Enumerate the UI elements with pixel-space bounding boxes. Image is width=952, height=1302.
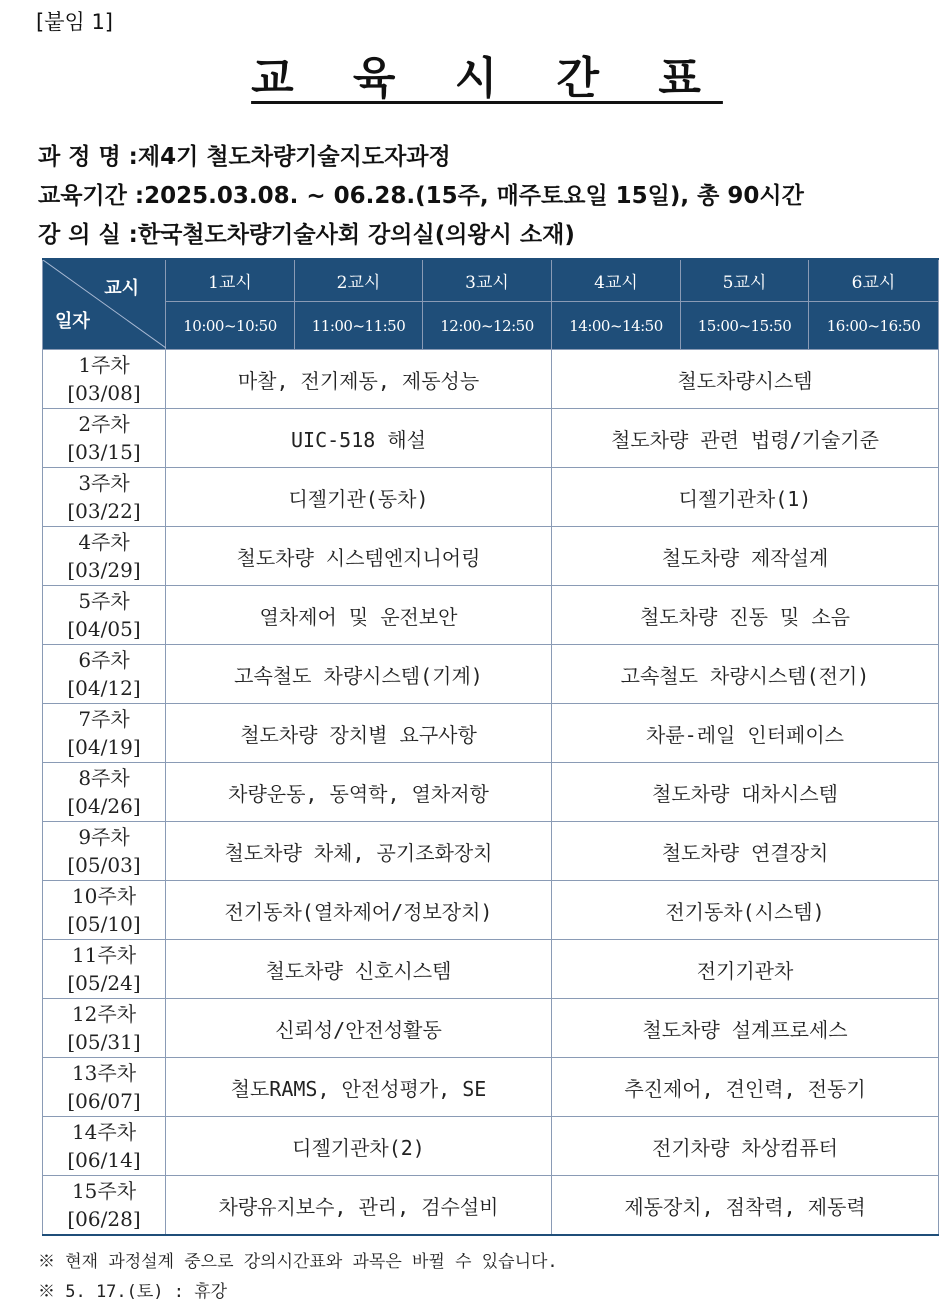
morning-subject: 차량운동, 동역학, 열차저항 [166,763,552,822]
table-row [43,1058,939,1117]
day-cell [43,881,166,940]
header-corner [43,259,166,350]
date-label: [06/07] [67,1089,141,1113]
date-label: [06/14] [67,1148,141,1172]
morning-subject: 철도차량 시스템엔지니어링 [166,527,552,586]
morning-subject: 디젤기관(동차) [166,468,552,527]
morning-subject: 철도RAMS, 안전성평가, SE [166,1058,552,1117]
date-label: [03/15] [67,440,141,464]
day-cell [43,645,166,704]
time-header: 12:00~12:50 [423,302,552,350]
table-row [43,822,939,881]
date-label: [06/28] [67,1207,141,1231]
morning-subject: 열차제어 및 운전보안 [166,586,552,645]
day-cell [43,1058,166,1117]
morning-subject: 디젤기관차(2) [166,1117,552,1176]
date-label: [03/08] [67,381,141,405]
day-cell [43,1176,166,1236]
morning-subject: 신뢰성/안전성활동 [166,999,552,1058]
time-header: 15:00~15:50 [681,302,809,350]
info-room [38,216,575,249]
morning-subject: 전기동차(열차제어/정보장치) [166,881,552,940]
week-label: 6주차 [78,648,130,672]
page-title [0,42,952,106]
week-label: 10주차 [71,884,137,908]
info-room-value: 한국철도차량기술사회 강의실(의왕시 소재) [137,222,575,248]
day-cell [43,999,166,1058]
timetable-body [43,350,939,1236]
afternoon-subject: 전기차량 차상컴퓨터 [552,1117,939,1176]
date-label: [05/03] [67,853,141,877]
table-row [43,940,939,999]
day-cell [43,704,166,763]
date-label: [04/05] [67,617,141,641]
date-label: [05/10] [67,912,141,936]
table-row [43,763,939,822]
date-label: [05/24] [67,971,141,995]
morning-subject: 차량유지보수, 관리, 검수설비 [166,1176,552,1236]
afternoon-subject: 철도차량 관련 법령/기술기준 [552,409,939,468]
period-header: 5교시 [681,259,809,302]
time-header: 14:00~14:50 [552,302,681,350]
period-header: 4교시 [552,259,681,302]
afternoon-subject: 고속철도 차량시스템(전기) [552,645,939,704]
day-cell [43,527,166,586]
afternoon-subject: 철도차량 연결장치 [552,822,939,881]
timetable [42,258,939,1236]
afternoon-subject: 제동장치, 점착력, 제동력 [552,1176,939,1236]
date-label: [05/31] [67,1030,141,1054]
table-row [43,350,939,409]
week-label: 4주차 [78,530,130,554]
week-label: 8주차 [78,766,130,790]
period-header: 1교시 [166,259,295,302]
info-period [38,177,804,210]
note-holiday: ※ 5. 17.(토) : 휴강 [38,1282,228,1302]
day-cell [43,940,166,999]
info-course-value: 제4기 철도차량기술지도자과정 [137,144,451,170]
morning-subject: 고속철도 차량시스템(기계) [166,645,552,704]
week-label: 15주차 [71,1179,137,1203]
week-label: 7주차 [78,707,130,731]
day-cell [43,468,166,527]
date-label: [03/22] [67,499,141,523]
page-title-text: 교 육 시 간 표 [251,53,723,104]
week-label: 2주차 [78,412,130,436]
afternoon-subject: 차륜-레일 인터페이스 [552,704,939,763]
week-label: 14주차 [71,1120,137,1144]
date-label: [03/29] [67,558,141,582]
info-course [38,138,451,171]
week-label: 12주차 [71,1002,137,1026]
week-label: 1주차 [78,353,130,377]
morning-subject: 마찰, 전기제동, 제동성능 [166,350,552,409]
day-cell [43,586,166,645]
table-row [43,704,939,763]
table-row [43,999,939,1058]
day-cell [43,822,166,881]
afternoon-subject: 철도차량 설계프로세스 [552,999,939,1058]
morning-subject: 철도차량 차체, 공기조화장치 [166,822,552,881]
time-header: 16:00~16:50 [809,302,939,350]
day-cell [43,763,166,822]
info-period-label: 교육기간 : [38,183,145,209]
corner-date-label: 일자 [55,311,90,332]
week-label: 5주차 [78,589,130,613]
date-label: [04/12] [67,676,141,700]
morning-subject: 철도차량 장치별 요구사항 [166,704,552,763]
afternoon-subject: 철도차량 대차시스템 [552,763,939,822]
corner-period-label: 교시 [104,278,139,299]
afternoon-subject: 철도차량 제작설계 [552,527,939,586]
afternoon-subject: 철도차량 진동 및 소음 [552,586,939,645]
week-label: 3주차 [78,471,130,495]
afternoon-subject: 철도차량시스템 [552,350,939,409]
week-label: 9주차 [78,825,130,849]
table-row [43,527,939,586]
info-course-label: 과 정 명 : [38,144,138,170]
morning-subject: 철도차량 신호시스템 [166,940,552,999]
day-cell [43,350,166,409]
time-header: 10:00~10:50 [166,302,295,350]
afternoon-subject: 전기동차(시스템) [552,881,939,940]
table-row [43,1117,939,1176]
table-row [43,409,939,468]
morning-subject: UIC-518 해설 [166,409,552,468]
period-header: 2교시 [295,259,423,302]
week-label: 13주차 [71,1061,137,1085]
attachment-label: [붙임 1] [36,10,113,34]
info-period-value: 2025.03.08. ~ 06.28.(15주, 매주토요일 15일), 총 90시간 [144,183,804,209]
period-header: 6교시 [809,259,939,302]
table-row [43,468,939,527]
day-cell [43,1117,166,1176]
afternoon-subject: 추진제어, 견인력, 전동기 [552,1058,939,1117]
week-label: 11주차 [71,943,137,967]
afternoon-subject: 디젤기관차(1) [552,468,939,527]
afternoon-subject: 전기기관차 [552,940,939,999]
note-schedule-change: ※ 현재 과정설계 중으로 강의시간표와 과목은 바뀔 수 있습니다. [38,1252,558,1272]
table-row [43,586,939,645]
table-row [43,881,939,940]
table-row [43,1176,939,1236]
info-room-label: 강 의 실 : [38,222,138,248]
date-label: [04/19] [67,735,141,759]
date-label: [04/26] [67,794,141,818]
day-cell [43,409,166,468]
table-row [43,645,939,704]
period-header: 3교시 [423,259,552,302]
time-header: 11:00~11:50 [295,302,423,350]
